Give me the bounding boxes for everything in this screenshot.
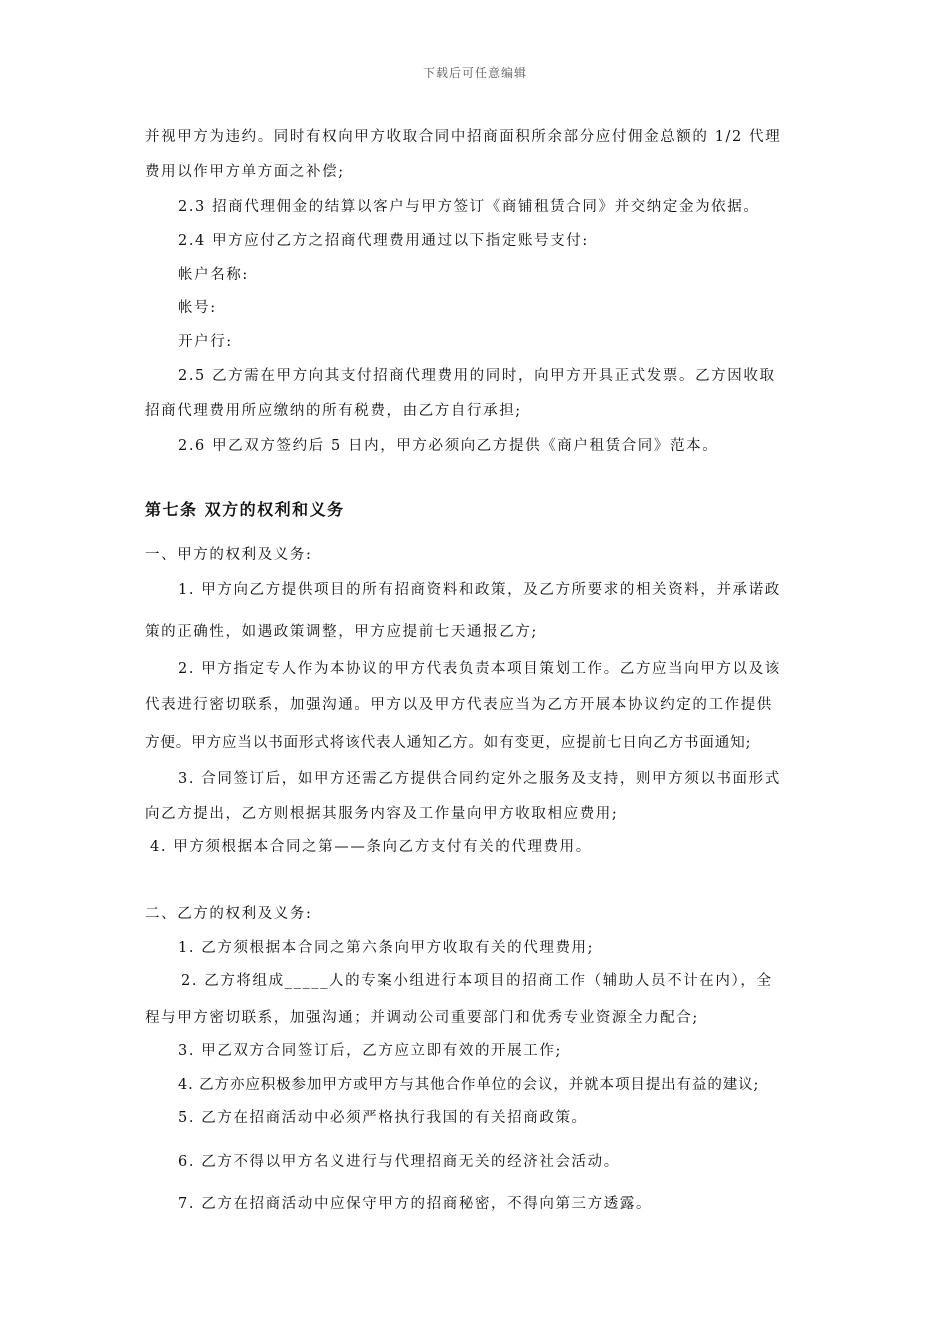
- clause-2-4: 2.4 甲方应付乙方之招商代理费用通过以下指定账号支付:: [178, 233, 589, 249]
- subsection-party-b: 二、乙方的权利及义务:: [145, 906, 313, 922]
- paragraph-line: 招商代理费用所应缴纳的所有税费，由乙方自行承担;: [145, 403, 522, 419]
- account-name-label: 帐户名称:: [178, 267, 249, 283]
- paragraph-line: 代表进行密切联系，加强沟通。甲方以及甲方代表应当为乙方开展本协议约定的工作提供: [145, 697, 773, 713]
- paragraph-line: 方便。甲方应当以书面形式将该代表人通知乙方。如有变更，应提前七日向乙方书面通知;: [145, 735, 752, 751]
- header-note: 下载后可任意编辑: [422, 66, 527, 80]
- paragraph-line: 程与甲方密切联系，加强沟通；并调动公司重要部门和优秀专业资源全力配合;: [145, 1010, 699, 1026]
- paragraph-line: 策的正确性，如遇政策调整，甲方应提前七天通报乙方;: [145, 624, 538, 640]
- party-b-item-2: 2. 乙方将组成_____人的专案小组进行本项目的招商工作（辅助人员不计在内），全: [181, 973, 773, 989]
- party-a-item-3: 3. 合同签订后，如甲方还需乙方提供合同约定外之服务及支持，则甲方须以书面形式: [178, 771, 781, 787]
- party-b-item-6: 6. 乙方不得以甲方名义进行与代理招商无关的经济社会活动。: [178, 1154, 620, 1170]
- party-a-item-2: 2. 甲方指定专人作为本协议的甲方代表负责本项目策划工作。乙方应当向甲方以及该: [178, 661, 781, 677]
- clause-2-5: 2.5 乙方需在甲方向其支付招商代理费用的同时，向甲方开具正式发票。乙方因收取: [178, 368, 776, 384]
- clause-2-6: 2.6 甲乙双方签约后 5 日内，甲方必须向乙方提供《商户租赁合同》范本。: [178, 438, 719, 454]
- paragraph-line: 费用以作甲方单方面之补偿;: [145, 164, 345, 180]
- bank-label: 开户行:: [178, 334, 233, 350]
- party-b-item-1: 1. 乙方须根据本合同之第六条向甲方收取有关的代理费用;: [178, 940, 595, 956]
- party-a-item-1: 1. 甲方向乙方提供项目的所有招商资料和政策，及乙方所要求的相关资料，并承诺政: [178, 582, 781, 598]
- account-number-label: 帐号:: [178, 300, 217, 316]
- clause-2-3: 2.3 招商代理佣金的结算以客户与甲方签订《商铺租赁合同》并交纳定金为依据。: [178, 199, 760, 215]
- subsection-party-a: 一、甲方的权利及义务:: [145, 547, 313, 563]
- party-a-item-4: 4. 甲方须根据本合同之第——条向乙方支付有关的代理费用。: [150, 839, 592, 855]
- party-b-item-5: 5. 乙方在招商活动中必须严格执行我国的有关招商政策。: [178, 1110, 588, 1126]
- paragraph-line: 向乙方提出，乙方则根据其服务内容及工作量向甲方收取相应费用;: [145, 806, 619, 822]
- paragraph-line: 并视甲方为违约。同时有权向甲方收取合同中招商面积所余部分应付佣金总额的 1/2 代理: [145, 129, 782, 145]
- section-heading: 第七条 双方的权利和义务: [145, 500, 345, 519]
- party-b-item-4: 4. 乙方亦应积极参加甲方或甲方与其他合作单位的会议，并就本项目提出有益的建议;: [178, 1077, 760, 1093]
- party-b-item-3: 3. 甲乙双方合同签订后，乙方应立即有效的开展工作;: [178, 1043, 562, 1059]
- party-b-item-7: 7. 乙方在招商活动中应保守甲方的招商秘密，不得向第三方透露。: [178, 1196, 653, 1212]
